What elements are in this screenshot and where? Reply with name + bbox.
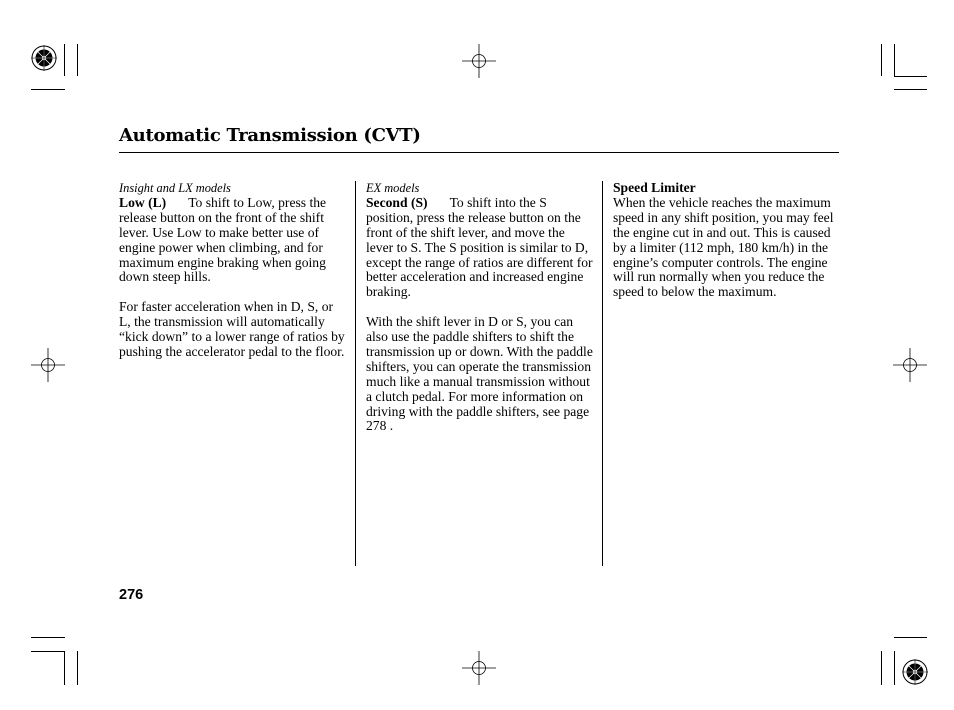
paragraph — [119, 196, 347, 285]
column-divider — [602, 181, 603, 566]
paragraph: With the shift lever in D or S, you can also use the paddle shifters to shift the transmission up or down. With the paddle shifters, you can operate the transmission much like a manual transmission without a clutch pedal. For more information on driving with the paddle shifters, see page 278 . — [366, 314, 593, 434]
crop-mark — [894, 44, 895, 76]
crosshair-icon — [462, 44, 496, 78]
crop-mark — [881, 44, 882, 76]
crop-mark — [881, 651, 882, 685]
paragraph-text: To shift to Low, press the release button on the front of the shift lever. Use Low to make better use of engine power when climbing, and for maximum engine braking when going down steep hills. — [119, 194, 327, 285]
column-2 — [366, 181, 594, 434]
crop-mark — [31, 637, 65, 638]
column-divider — [355, 181, 356, 566]
model-note: EX models — [366, 181, 420, 195]
crop-mark — [64, 44, 65, 76]
page-title: Automatic Transmission (CVT) — [119, 125, 421, 146]
crop-mark — [894, 89, 927, 90]
page-number: 276 — [119, 587, 144, 603]
paragraph: For faster acceleration when in D, S, or L, the transmission will automatically “kick down” to a lower range of ratios by pushing the accelerator pedal to the floor. — [119, 299, 345, 359]
section-lead: Second (S) — [366, 194, 428, 210]
registration-target-icon — [31, 45, 57, 71]
section-lead: Low (L) — [119, 194, 167, 210]
crosshair-icon — [893, 348, 927, 382]
crop-mark — [894, 637, 927, 638]
crop-mark — [77, 44, 78, 76]
crop-mark — [894, 651, 895, 685]
crosshair-icon — [462, 651, 496, 685]
paragraph-text: To shift into the S position, press the release button on the front of the shift lever, and move the lever to S. The S position is similar to D, except the range of ratios are different for better acceleration and increased engine braking. — [366, 194, 593, 300]
paragraph — [366, 196, 594, 300]
crop-mark — [77, 651, 78, 685]
crosshair-icon — [31, 348, 65, 382]
section-heading: Speed Limiter — [613, 180, 696, 195]
column-3 — [613, 181, 841, 300]
model-note: Insight and LX models — [119, 181, 231, 195]
registration-target-icon — [902, 659, 928, 685]
crop-mark — [31, 89, 65, 90]
crop-mark — [64, 651, 65, 685]
crop-mark — [894, 76, 927, 77]
crop-mark — [31, 651, 65, 652]
column-1 — [119, 181, 347, 360]
title-rule — [119, 152, 839, 153]
paragraph: When the vehicle reaches the maximum speed in any shift position, you may feel the engine cut in and out. This is caused by a limiter (112 mph, 180 km/h) in the engine’s computer controls. The engine will run normally when you reduce the speed to below the maximum. — [613, 194, 834, 300]
